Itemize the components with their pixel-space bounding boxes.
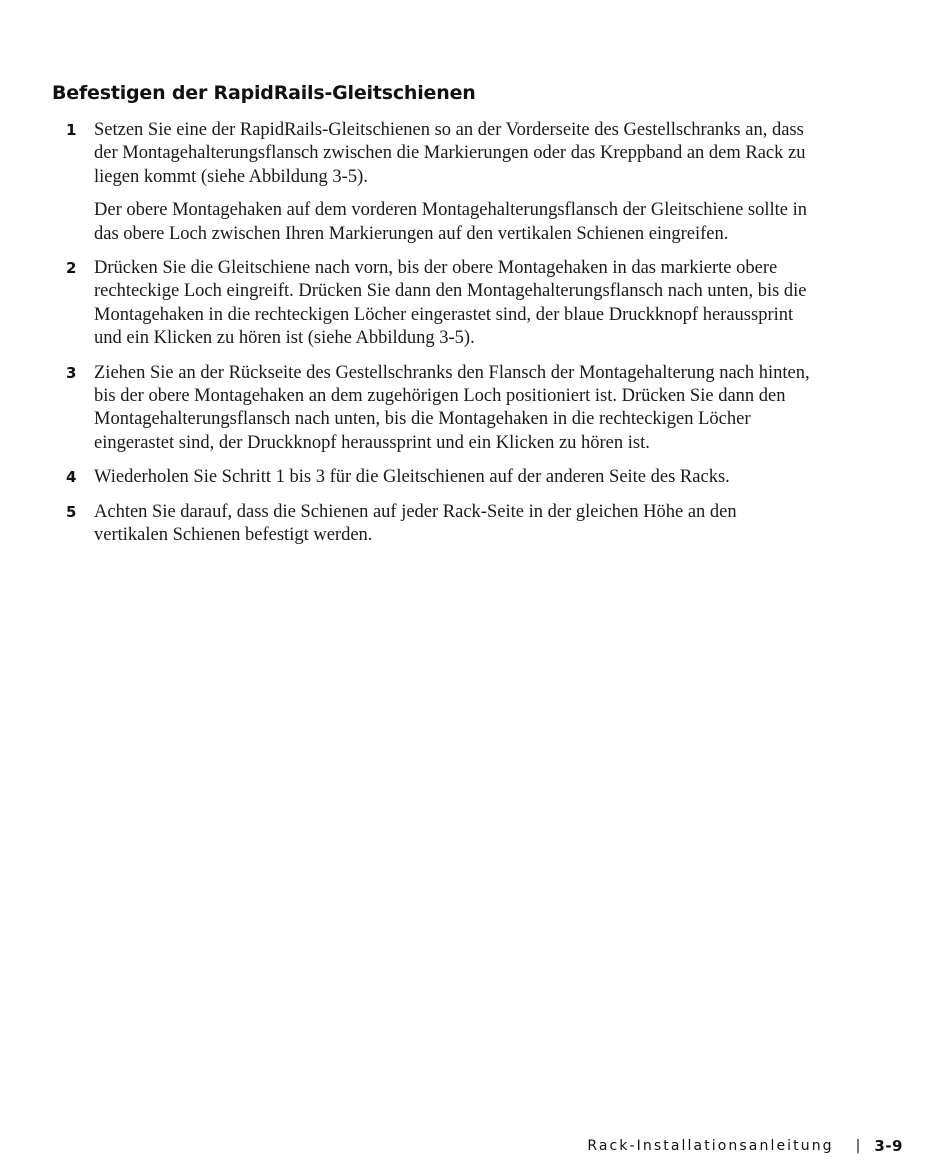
step-text: Wiederholen Sie Schritt 1 bis 3 für die Gleitschienen auf der anderen Seite des Racks. bbox=[94, 467, 730, 488]
footer-separator: | bbox=[855, 1138, 861, 1154]
step-number: 4 bbox=[66, 468, 77, 487]
step-1 bbox=[52, 119, 812, 246]
page-number: 3-9 bbox=[874, 1137, 903, 1155]
step-number: 3 bbox=[66, 363, 77, 382]
step-5 bbox=[52, 501, 812, 548]
step-number: 2 bbox=[66, 259, 77, 278]
step-text: Ziehen Sie an der Rückseite des Gestellschranks den Flansch der Montagehalterung nach hinten, bis der obere Montagehaken an dem zugehörigen Loch positioniert ist. Drücken Sie dann den Montagehalterungsflansch nach unten, bis die Montagehaken in die rechteckigen Löcher eingerastet sind, der Druckknopf heraussprint und ein Klicken zu hören ist. bbox=[94, 362, 810, 453]
step-text: Der obere Montagehaken auf dem vorderen Montagehalterungsflansch der Gleitschiene sollte in das obere Loch zwischen Ihren Markierungen auf den vertikalen Schienen eingreifen. bbox=[94, 200, 808, 244]
step-4 bbox=[52, 466, 812, 489]
step-number: 5 bbox=[66, 502, 77, 521]
section-heading: Befestigen der RapidRails-Gleitschienen bbox=[52, 82, 476, 104]
step-text: Achten Sie darauf, dass die Schienen auf jeder Rack-Seite in der gleichen Höhe an den vertikalen Schienen befestigt werden. bbox=[94, 501, 737, 546]
footer-title: Rack-Installationsanleitung bbox=[587, 1138, 834, 1154]
page-footer bbox=[587, 1137, 903, 1155]
step-text: Setzen Sie eine der RapidRails-Gleitschienen so an der Vorderseite des Gestellschranks an, dass der Montagehalterungsflansch zwischen die Markierungen oder das Kreppband an dem Rack zu liegen kommt (siehe Abbildung 3-5). bbox=[94, 120, 806, 187]
steps-list bbox=[52, 119, 812, 559]
step-number: 1 bbox=[66, 121, 77, 139]
step-text: Drücken Sie die Gleitschiene nach vorn, bis der obere Montagehaken in das markierte obere rechteckige Loch eingreift. Drücken Sie dann den Montagehalterungsflansch nach unten, bis die Montagehaken in die rechteckigen Löcher eingerastet sind, der blaue Druckknopf heraussprint und ein Klicken zu hören ist (siehe Abbildung 3-5). bbox=[94, 258, 807, 349]
step-2 bbox=[52, 257, 812, 351]
step-3 bbox=[52, 362, 812, 456]
